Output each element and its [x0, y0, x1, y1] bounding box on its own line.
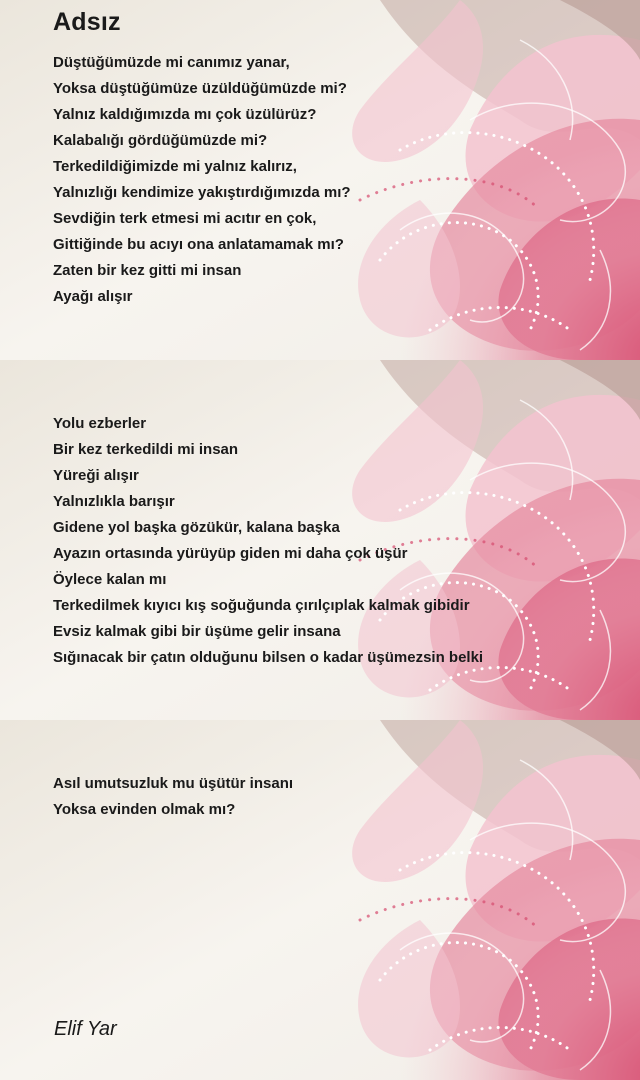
poem-line: Gittiğinde bu acıyı ona anlatamamak mı?: [53, 236, 344, 253]
poem-author: Elif Yar: [54, 1018, 117, 1040]
poem-line: Kalabalığı gördüğümüzde mi?: [53, 132, 268, 149]
stanza-1: [53, 50, 351, 310]
poem-line: Terkedilmek kıyıcı kış soğuğunda çırılçıplak kalmak gibidir: [53, 597, 470, 614]
poem-line: Sığınacak bir çatın olduğunu bilsen o kadar üşümezsin belki: [53, 649, 484, 666]
poem-line: Öylece kalan mı: [53, 571, 167, 588]
poem-line: Yalnızlığı kendimize yakıştırdığımızda mı?: [53, 184, 351, 201]
poem-title: Adsız: [53, 8, 121, 36]
poem-line: Yalnızlıkla barışır: [53, 493, 175, 510]
poem-line: Ayağı alışır: [53, 288, 133, 305]
stanza-3: [53, 771, 293, 823]
poem-line: Bir kez terkedildi mi insan: [53, 441, 239, 458]
poem-line: Yolu ezberler: [53, 415, 147, 432]
poem-line: Gidene yol başka gözükür, kalana başka: [53, 519, 340, 536]
poem-line: Yoksa düştüğümüze üzüldüğümüzde mi?: [53, 80, 347, 97]
poem-line: Sevdiğin terk etmesi mi acıtır en çok,: [53, 210, 317, 227]
poem-line: Ayazın ortasında yürüyüp giden mi daha çok üşür: [53, 545, 408, 562]
poem-line: Zaten bir kez gitti mi insan: [53, 262, 242, 279]
poem-line: Evsiz kalmak gibi bir üşüme gelir insana: [53, 623, 341, 640]
poem-line: Yüreği alışır: [53, 467, 139, 484]
poem-line: Yalnız kaldığımızda mı çok üzülürüz?: [53, 106, 317, 123]
poem-line: Asıl umutsuzluk mu üşütür insanı: [53, 775, 294, 792]
poem-line: Yoksa evinden olmak mı?: [53, 801, 236, 818]
poem-line: Düştüğümüzde mi canımız yanar,: [53, 54, 290, 71]
poem-line: Terkedildiğimizde mi yalnız kalırız,: [53, 158, 297, 175]
stanza-2: [53, 411, 483, 671]
